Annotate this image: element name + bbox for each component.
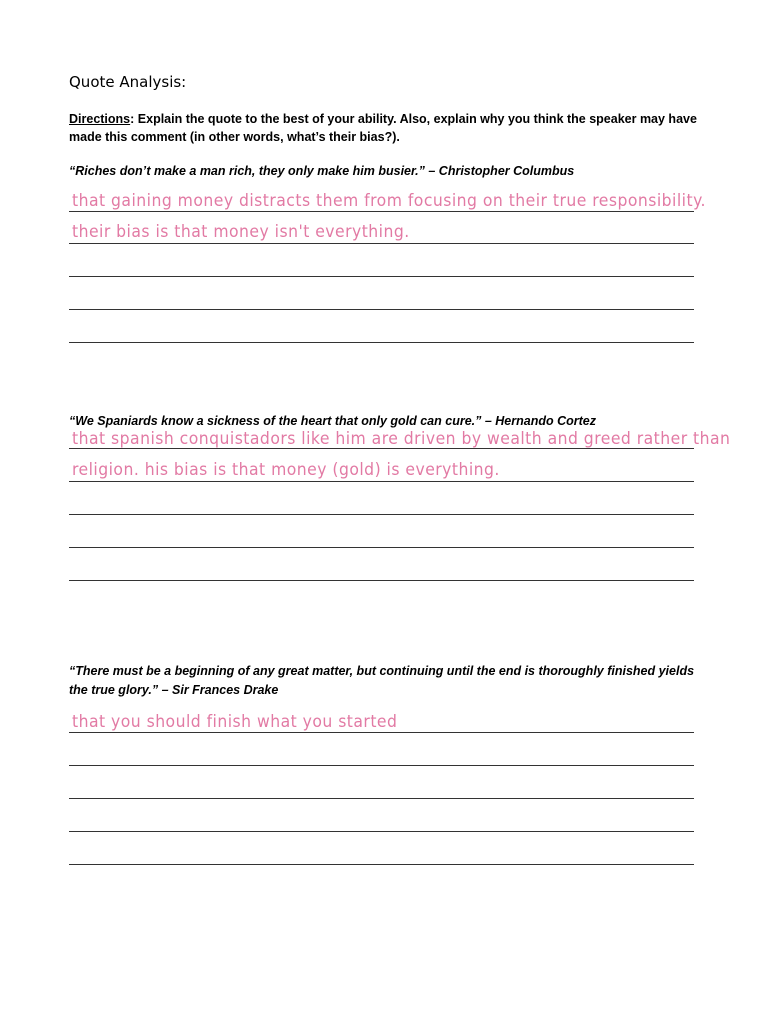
quote-3: “There must be a beginning of any great matter, but continuing until the end is thoroughly finished yields the true glory.” – Sir Frances Drake [69, 664, 695, 697]
answer-line [69, 481, 694, 482]
answer-3-line-1: that you should finish what you started [72, 712, 398, 732]
directions [69, 110, 709, 146]
answer-1-line-2: their bias is that money isn't everything. [72, 222, 410, 242]
answer-1-line-1: that gaining money distracts them from focusing on their true responsibility. [72, 191, 706, 211]
answer-2-line-1: that spanish conquistadors like him are driven by wealth and greed rather than [72, 429, 731, 449]
answer-line [69, 798, 694, 799]
directions-text: : Explain the quote to the best of your ability. Also, explain why you think the speaker may have made this comment (in other words, what’s their bias?). [69, 112, 697, 144]
answer-line [69, 448, 694, 449]
answer-2-line-2: religion. his bias is that money (gold) is everything. [72, 460, 500, 480]
answer-line [69, 211, 694, 212]
quote-1: “Riches don’t make a man rich, they only make him busier.” – Christopher Columbus [69, 164, 575, 178]
answer-line [69, 342, 694, 343]
quote-2: “We Spaniards know a sickness of the heart that only gold can cure.” – Hernando Cortez [69, 414, 596, 428]
answer-line [69, 580, 694, 581]
answer-line [69, 243, 694, 244]
directions-label: Directions [69, 112, 131, 126]
answer-line [69, 732, 694, 733]
answer-line [69, 276, 694, 277]
answer-line [69, 765, 694, 766]
answer-line [69, 831, 694, 832]
answer-line [69, 309, 694, 310]
answer-line [69, 547, 694, 548]
page-title: Quote Analysis: [69, 73, 187, 91]
answer-line [69, 514, 694, 515]
answer-line [69, 864, 694, 865]
